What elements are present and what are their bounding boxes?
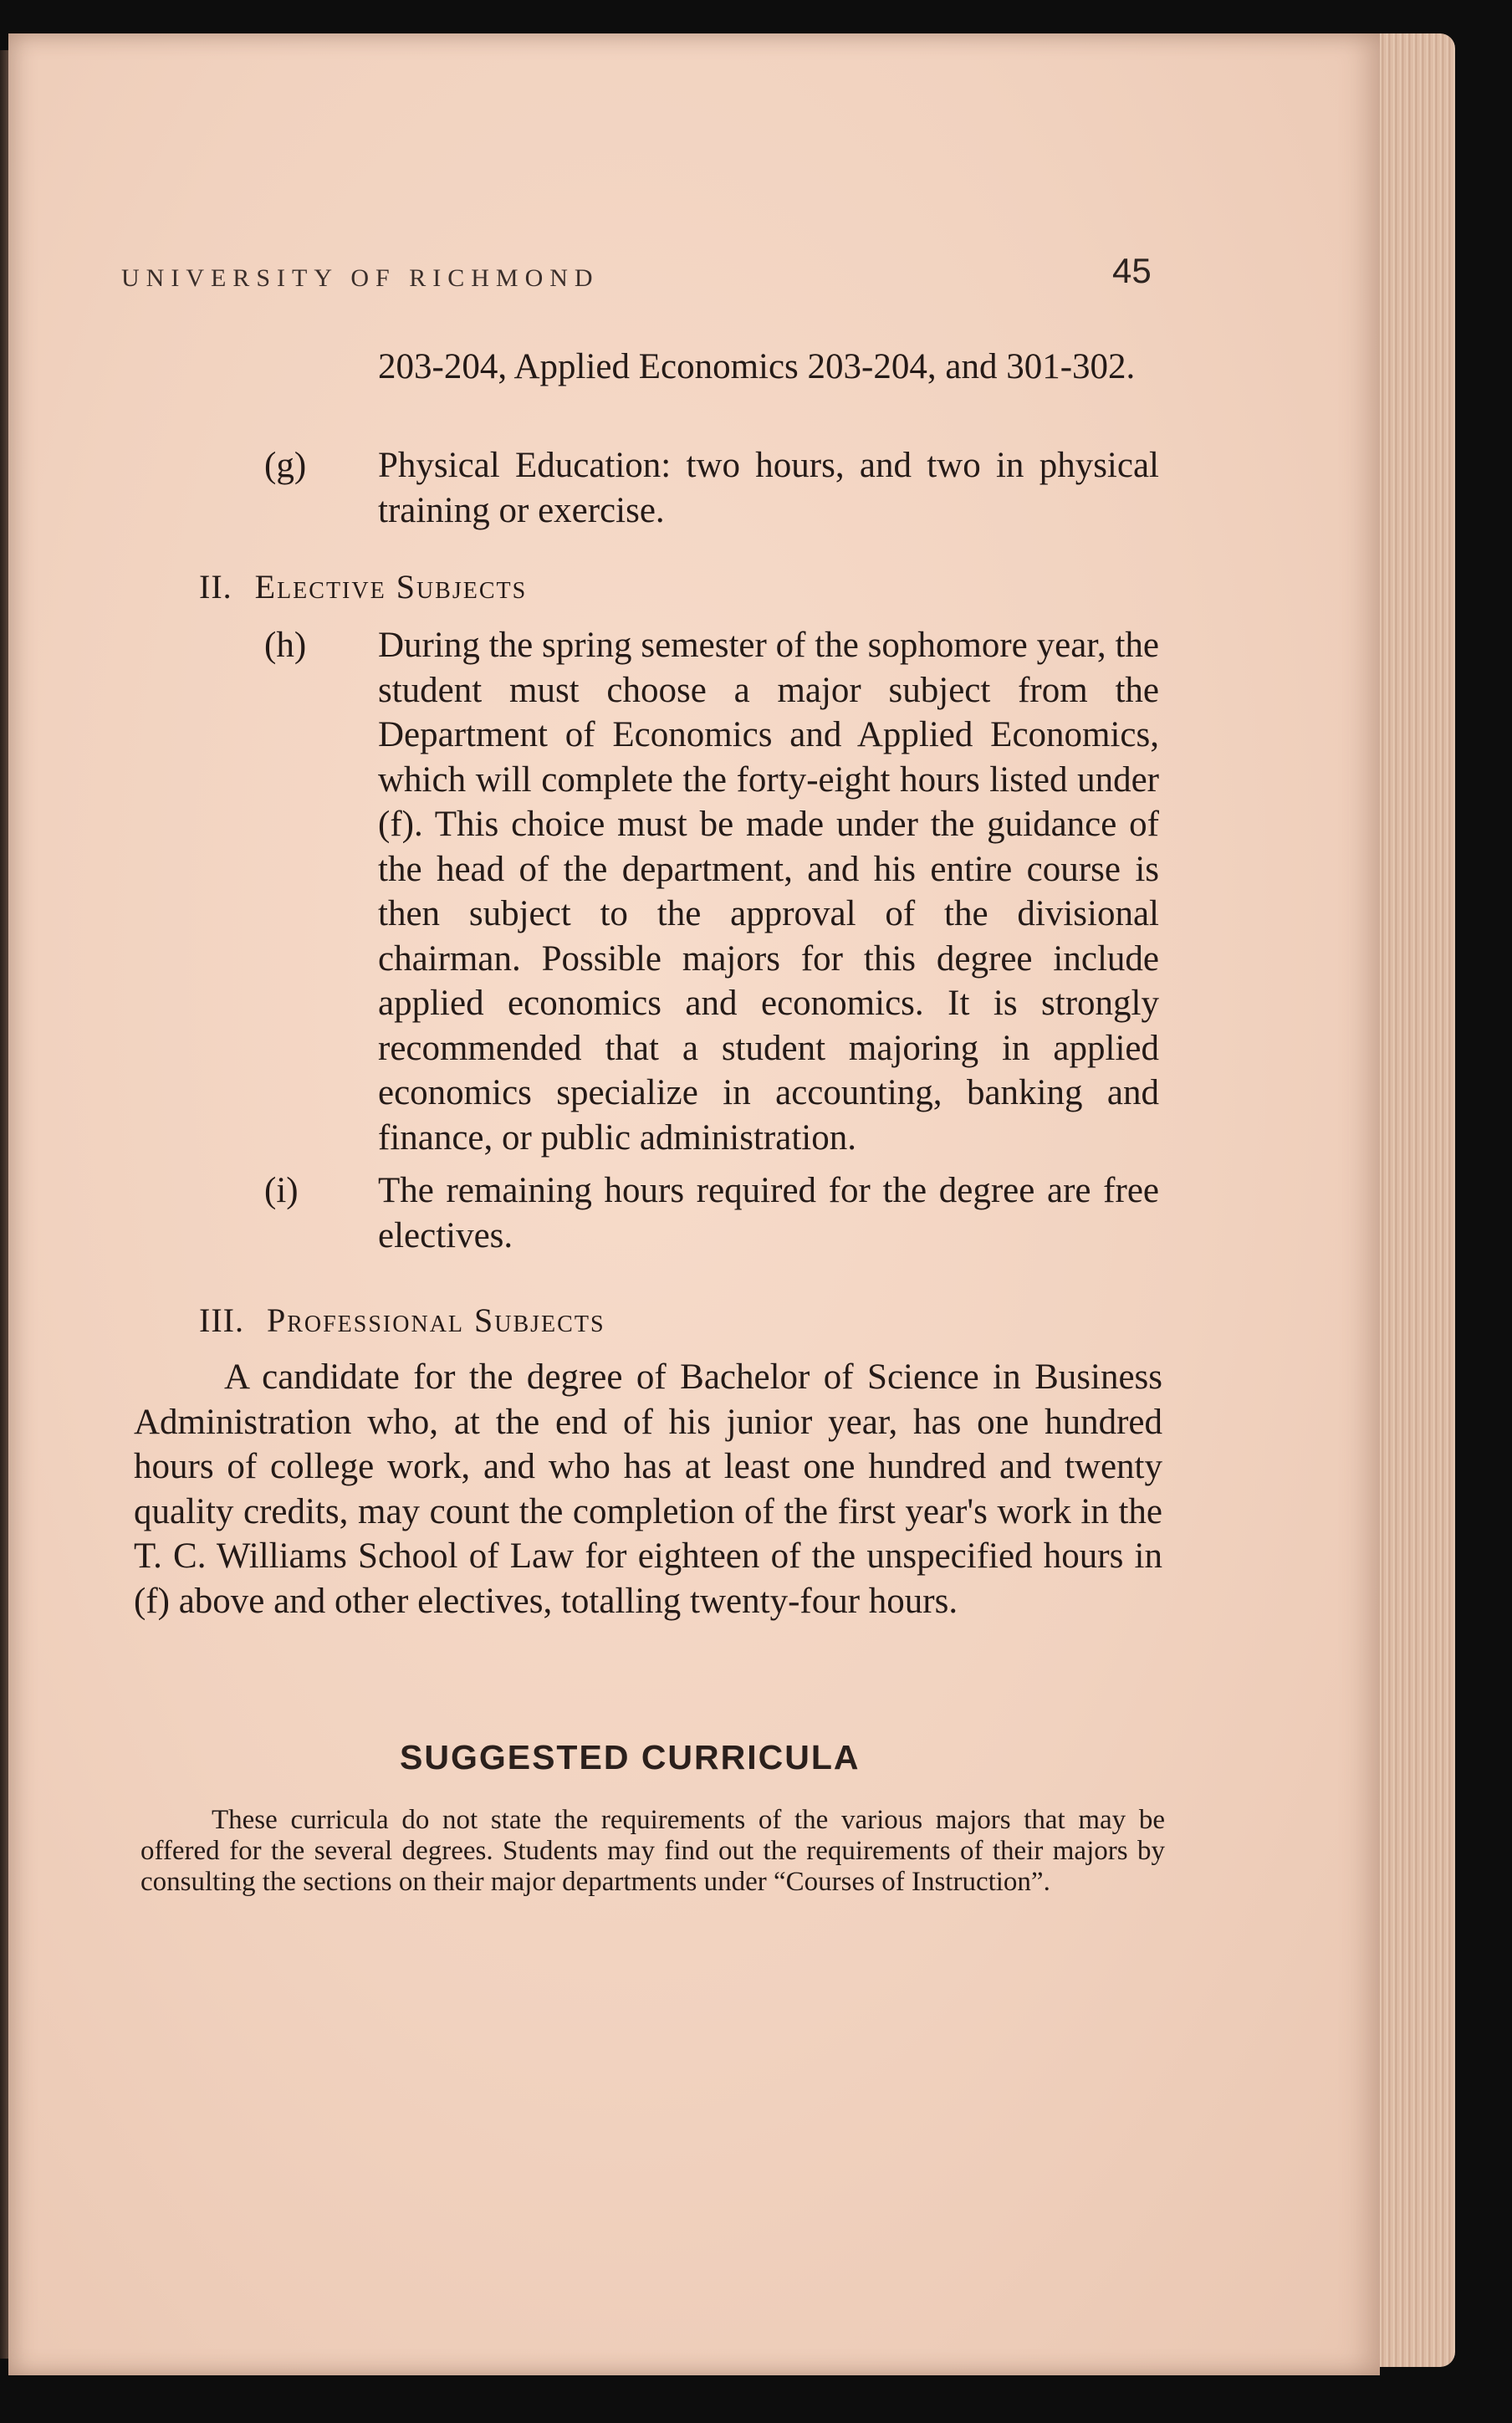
section-numeral: III.	[199, 1301, 244, 1339]
item-label-g: (g)	[264, 446, 307, 485]
section-numeral: II.	[199, 568, 232, 606]
suggested-curricula-heading: SUGGESTED CURRICULA	[400, 1738, 861, 1776]
running-head: UNIVERSITY OF RICHMOND	[121, 264, 600, 292]
page-number: 45	[1112, 251, 1152, 290]
suggested-curricula-note: These curricula do not state the requirements of the various majors that may be offered for the several degrees. Students may find out the requirements of their majors by consulting the sections on their major departments under “Courses of Instruction”.	[140, 1805, 1165, 1897]
item-text-h: During the spring semester of the sophomore year, the student must choose a major subject from the Department of Economics and Applied Economics, which will complete the forty-eight hours listed under (f). This choice must be made under the guidance of the head of the department, and his entire course is then subject to the approval of the divisional chairman. Possible majors for this degree include applied economics and economics. It is strongly recommended that a student majoring in applied economics specialize in accounting, banking and finance, or public administration.	[378, 626, 1159, 1158]
item-label-h: (h)	[264, 626, 307, 665]
section-heading-professional	[199, 1301, 605, 1340]
list-item-i	[264, 1168, 1159, 1258]
section-title: Professional Subjects	[266, 1301, 605, 1339]
continuation-text: 203-204, Applied Economics 203-204, and 301-302.	[378, 347, 1136, 386]
list-item-g	[264, 443, 1159, 533]
item-text-g: Physical Education: two hours, and two in physical training or exercise.	[378, 446, 1159, 530]
item-text-i: The remaining hours required for the degree are free electives.	[378, 1171, 1159, 1255]
item-label-i: (i)	[264, 1171, 299, 1210]
list-item-h	[264, 623, 1159, 1160]
professional-paragraph: A candidate for the degree of Bachelor of Science in Business Administration who, at the end of his junior year, has one hundred hours of college work, and who has at least one hundred and twenty quality credits, may count the completion of the first year's work in the T. C. Williams School of Law for eighteen of the unspecified hours in (f) above and other electives, totalling twenty-four hours.	[134, 1357, 1162, 1621]
section-heading-elective	[199, 567, 527, 606]
section-title: Elective Subjects	[254, 568, 528, 606]
